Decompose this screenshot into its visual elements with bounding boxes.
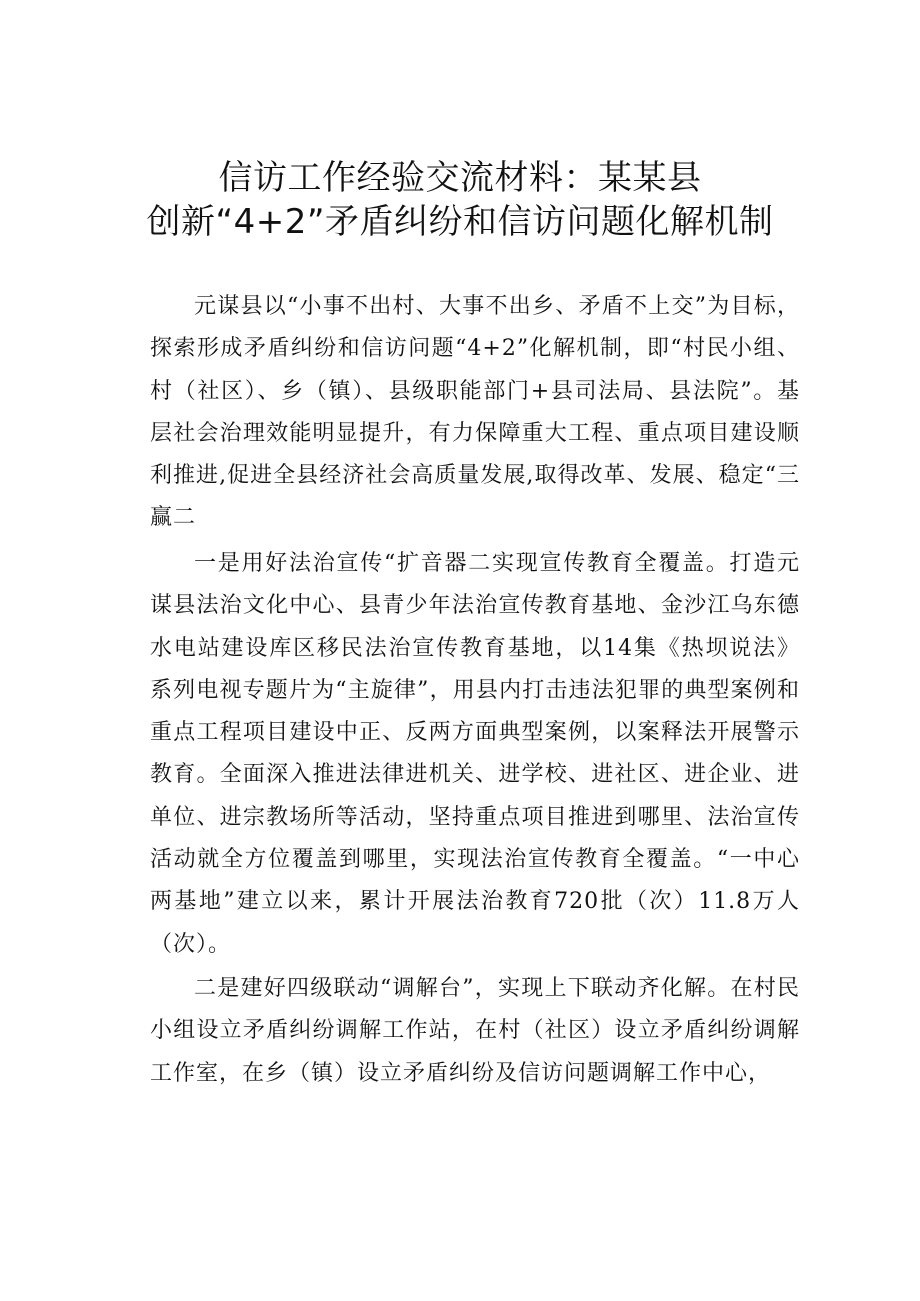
document-title-line-1: 信访工作经验交流材料：某某县 [218,158,702,198]
document-title-line-2: 创新“4+2”矛盾纠纷和信访问题化解机制 [146,202,774,242]
paragraph-four-level-mediation: 二是建好四级联动“调解台”，实现上下联动齐化解。在村民小组设立矛盾纠纷调解工作站，在村（社区）设立矛盾纠纷调解工作室，在乡（镇）设立矛盾纠纷及信访问题调解工作中心， [150,976,800,1086]
paragraph-legal-publicity: 一是用好法治宣传“扩音器二实现宣传教育全覆盖。打造元谋县法治文化中心、县青少年法治宣传教育基地、金沙江乌东德水电站建设库区移民法治宣传教育基地，以14集《热坝说法》系列电视专题片为“主旋律”，用县内打击违法犯罪的典型案例和重点工程项目建设中正、反两方面典型案例，以案释法开展警示教育。全面深入推进法律进机关、进学校、进社区、进企业、进单位、进宗教场所等活动，坚持重点项目推进到哪里、法治宣传活动就全方位覆盖到哪里，实现法治宣传教育全覆盖。“一中心两基地”建立以来，累计开展法治教育720批（次）11.8万人（次）。 [150,551,800,957]
paragraph-intro: 元谋县以“小事不出村、大事不出乡、矛盾不上交”为目标，探索形成矛盾纠纷和信访问题“4+2”化解机制，即“村民小组、村（社区）、乡（镇）、县级职能部门+县司法局、县法院”。基层社会治理效能明显提升，有力保障重大工程、重点项目建设顺利推进,促进全县经济社会高质量发展,取得改革、发展、稳定“三赢二 [150,294,800,531]
